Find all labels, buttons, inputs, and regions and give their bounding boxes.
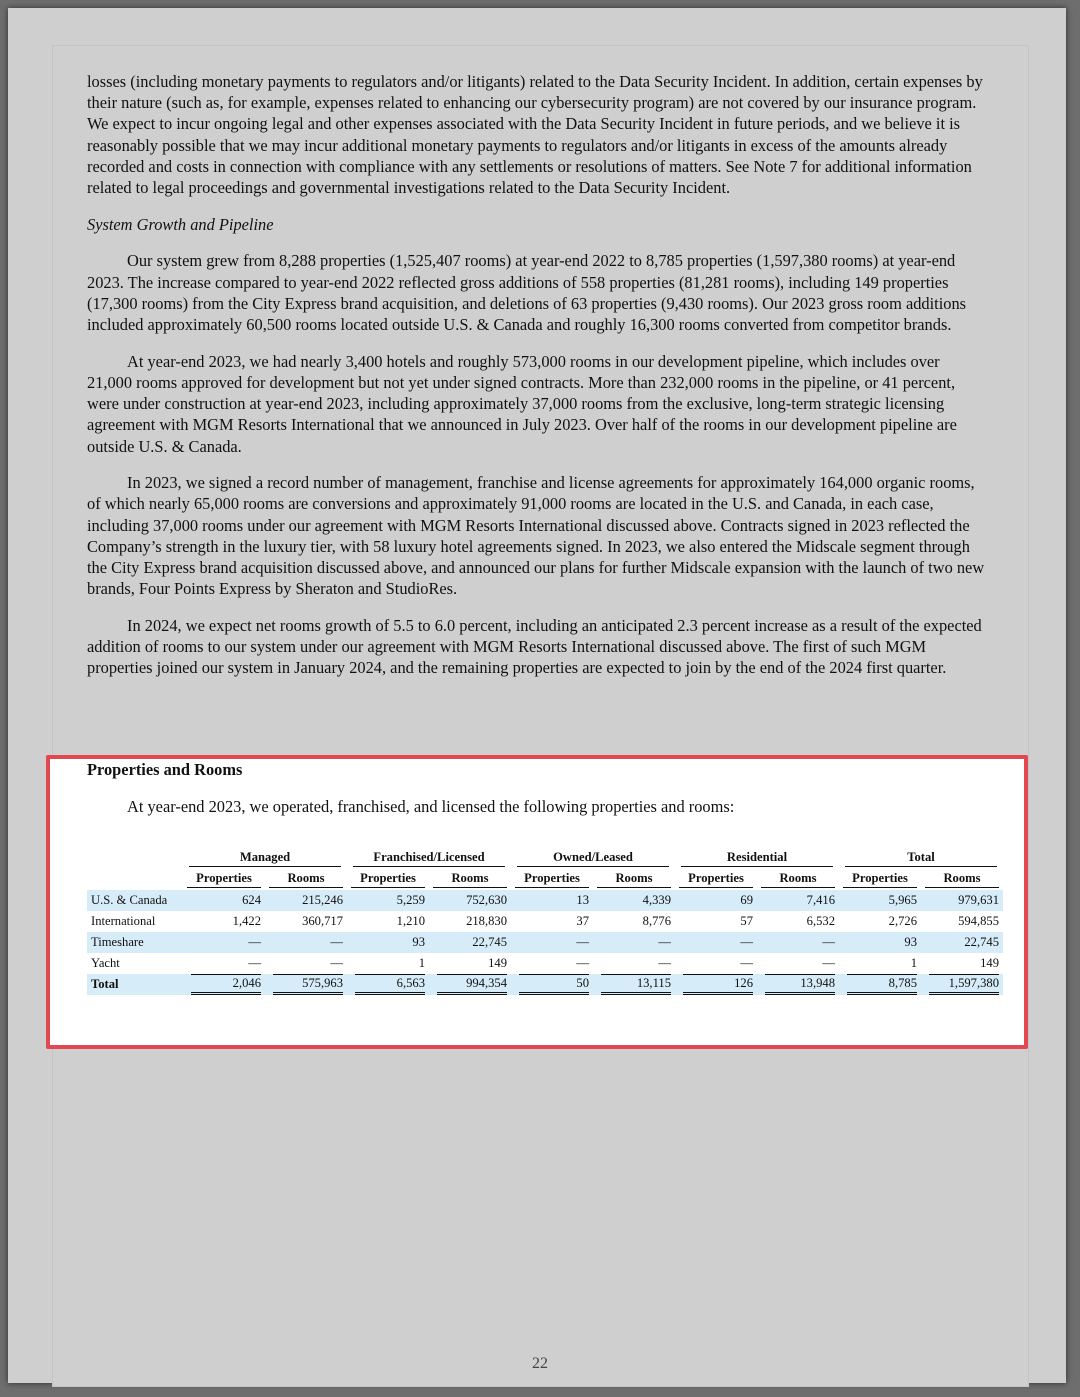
group-header-total: Total (839, 848, 1003, 869)
table-cell: 360,717 (302, 914, 343, 928)
paragraph-pipeline: At year-end 2023, we had nearly 3,400 hotels and roughly 573,000 rooms in our development pipeline, which includes over 21,000 rooms approved for development but not yet under signed contracts. More than 232,000 rooms in the pipeline, or 41 percent, were under construction at year-end 2023, including approximately 37,000 rooms from the exclusive, long-term strategic licensing agreement with MGM Resorts International that we announced in July 2023. Over half of the rooms in our development pipeline are outside U.S. & Canada. (87, 351, 957, 456)
row-label: U.S. & Canada (87, 890, 183, 911)
total-cell: 994,354 (437, 974, 507, 995)
table-cell: — (248, 956, 261, 970)
table-cell: — (757, 932, 839, 953)
table-cell: 22,745 (921, 932, 1003, 953)
table-cell: — (330, 956, 343, 970)
table-cell: — (265, 932, 347, 953)
total-cell: 6,563 (355, 974, 425, 995)
group-header-residential: Residential (675, 848, 839, 869)
group-header-owned: Owned/Leased (511, 848, 675, 869)
table-cell: 624 (183, 890, 265, 911)
table-row (87, 911, 1003, 932)
col-header-rooms: Rooms (757, 869, 839, 890)
total-cell: 126 (683, 974, 753, 995)
row-label: Yacht (91, 956, 120, 970)
table-row (87, 932, 1003, 953)
subheading-system-growth: System Growth and Pipeline (87, 214, 274, 234)
table-cell: 594,855 (958, 914, 999, 928)
col-header-rooms: Rooms (429, 869, 511, 890)
col-header-properties: Properties (675, 869, 757, 890)
table-cell: 218,830 (466, 914, 507, 928)
table-cell: 5,259 (347, 890, 429, 911)
table-total-row (87, 974, 1003, 995)
table-cell: 2,726 (888, 914, 917, 928)
table-cell: — (511, 932, 593, 953)
page-number: 22 (532, 1355, 548, 1372)
table-cell: 7,416 (757, 890, 839, 911)
col-header-properties: Properties (347, 869, 429, 890)
group-header-franchised: Franchised/Licensed (347, 848, 511, 869)
total-cell: 2,046 (191, 974, 261, 995)
table-cell: 57 (740, 914, 753, 928)
section-title: Properties and Rooms (87, 760, 243, 779)
table-cell: 69 (675, 890, 757, 911)
table-cell: 752,630 (429, 890, 511, 911)
table-cell: 93 (839, 932, 921, 953)
row-label: International (91, 914, 156, 928)
col-header-properties: Properties (183, 869, 265, 890)
table-cell: 979,631 (921, 890, 1003, 911)
table-cell: 149 (488, 956, 507, 970)
table-cell: 93 (347, 932, 429, 953)
col-header-properties: Properties (839, 869, 921, 890)
paragraph-data-security: losses (including monetary payments to regulators and/or litigants) related to the Data Security Incident. In addition, certain expenses by their nature (such as, for example, expenses related to enhancing our cybersecurity program) are not covered by our insurance program. We expect to incur ongoing legal and other expenses associated with the Data Security Incident in future periods, and we believe it is reasonably possible that we may incur additional monetary payments to regulators and/or litigants in excess of the amounts already recorded and costs in connection with compliance with any settlements or resolutions of matters. See Note 7 for additional information related to legal proceedings and governmental investigations related to the Data Security Incident. (87, 72, 983, 198)
table-cell: — (658, 956, 671, 970)
table-cell: 1,422 (232, 914, 261, 928)
col-header-properties: Properties (511, 869, 593, 890)
table-cell: — (740, 956, 753, 970)
table-cell: 149 (980, 956, 999, 970)
total-cell: 575,963 (273, 974, 343, 995)
table-cell: — (593, 932, 675, 953)
total-cell: 1,597,380 (929, 974, 999, 995)
table-cell: — (675, 932, 757, 953)
total-cell: 8,785 (847, 974, 917, 995)
total-label: Total (87, 974, 183, 995)
total-cell: 50 (519, 974, 589, 995)
table-cell: 5,965 (839, 890, 921, 911)
table-row (87, 890, 1003, 911)
col-header-rooms: Rooms (921, 869, 1003, 890)
section-intro: At year-end 2023, we operated, franchised, and licensed the following properties and rooms: (127, 797, 735, 816)
table-cell: 13 (511, 890, 593, 911)
properties-rooms-table (87, 848, 1003, 995)
body-text (87, 71, 987, 694)
table-cell: 8,776 (642, 914, 671, 928)
table-cell: 6,532 (806, 914, 835, 928)
table-cell: 1,210 (396, 914, 425, 928)
col-header-rooms: Rooms (265, 869, 347, 890)
sub-header-row (87, 869, 1003, 890)
group-header-row (87, 848, 1003, 869)
table-cell: 4,339 (593, 890, 675, 911)
table-row (87, 953, 1003, 974)
paragraph-2024-outlook: In 2024, we expect net rooms growth of 5.5 to 6.0 percent, including an anticipated 2.3 percent increase as a result of the expected addition of rooms to our system under our agreement with MGM Resorts International discussed above. The first of such MGM properties joined our system in January 2024, and the remaining properties are expected to join by the end of the 2024 first quarter. (87, 615, 982, 678)
paragraph-signed-agreements: In 2023, we signed a record number of management, franchise and license agreements for approximately 164,000 organic rooms, of which nearly 65,000 rooms are conversions and approximately 91,000 rooms are located in the U.S. and Canada, in each case, including 37,000 rooms under our agreement with MGM Resorts International discussed above. Contracts signed in 2023 reflected the Company’s strength in the luxury tier, with 58 luxury hotel agreements signed. In 2023, we also entered the Midscale segment through the City Express brand acquisition discussed above, and announced our plans for further Midscale expansion with the launch of two new brands, Four Points Express by Sheraton and StudioRes. (87, 473, 985, 599)
col-header-rooms: Rooms (593, 869, 675, 890)
row-label: Timeshare (87, 932, 183, 953)
table-cell: — (183, 932, 265, 953)
table-cell: 22,745 (429, 932, 511, 953)
table-cell: 215,246 (265, 890, 347, 911)
table-cell: — (822, 956, 835, 970)
table-cell: — (576, 956, 589, 970)
total-cell: 13,948 (765, 974, 835, 995)
group-header-managed: Managed (183, 848, 347, 869)
paragraph-system-grew: Our system grew from 8,288 properties (1,525,407 rooms) at year-end 2022 to 8,785 properties (1,597,380 rooms) at year-end 2023. The increase compared to year-end 2022 reflected gross additions of 558 properties (81,281 rooms), including 149 properties (17,300 rooms) from the City Express brand acquisition, and deletions of 63 properties (9,430 rooms). Our 2023 gross room additions included approximately 60,500 rooms located outside U.S. & Canada and roughly 16,300 rooms converted from competitor brands. (87, 251, 967, 335)
table-cell: 37 (576, 914, 589, 928)
table-cell: 1 (418, 956, 425, 970)
table-cell: 1 (910, 956, 917, 970)
total-cell: 13,115 (601, 974, 671, 995)
